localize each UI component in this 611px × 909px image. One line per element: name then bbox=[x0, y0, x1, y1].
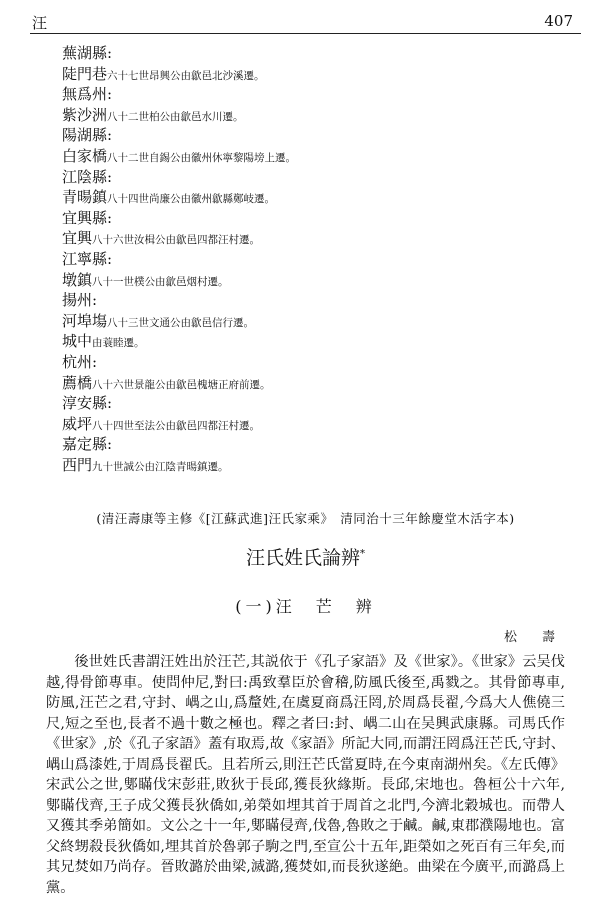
migration-entry bbox=[62, 373, 542, 394]
place-name: 紫沙洲 bbox=[62, 105, 108, 124]
footnote-mark: * bbox=[360, 548, 365, 560]
place-name: 城中 bbox=[62, 332, 93, 351]
place-name: 青暘鎮 bbox=[62, 188, 108, 207]
migration-entry bbox=[62, 414, 542, 435]
migration-note: 六十七世昂興公由歙邑北沙溪遷。 bbox=[107, 69, 265, 82]
county-heading: 揚州: bbox=[62, 291, 98, 310]
county-heading: 江寧縣: bbox=[62, 249, 113, 268]
migration-entry bbox=[62, 64, 542, 85]
county-heading: 無爲州: bbox=[62, 85, 113, 104]
place-name: 薦橋 bbox=[62, 373, 93, 392]
county-heading: 宜興縣: bbox=[62, 208, 113, 227]
county-heading: 杭州: bbox=[62, 352, 98, 371]
county-heading: 陽湖縣: bbox=[62, 126, 113, 145]
county-heading: 江陰縣: bbox=[62, 167, 113, 186]
article-body bbox=[46, 652, 565, 898]
migration-note: 八十六世景龍公由歙邑槐塘正府前遷。 bbox=[92, 378, 271, 391]
county-heading: 嘉定縣: bbox=[62, 435, 113, 454]
migration-list bbox=[62, 43, 542, 475]
place-name: 威坪 bbox=[62, 414, 93, 433]
article-title bbox=[0, 543, 611, 570]
migration-note: 八十四世至法公由歙邑四都汪村遷。 bbox=[92, 419, 261, 432]
migration-note: 八十六世汝楫公由歙邑四都汪村遷。 bbox=[92, 234, 261, 247]
migration-note: 由蓑睦遷。 bbox=[92, 337, 145, 350]
migration-entry bbox=[62, 331, 542, 352]
migration-note: 八十四世尚廉公由徽州歙縣鄭岐遷。 bbox=[107, 193, 276, 206]
body-paragraph: 後世姓氏書謂汪姓出於汪芒,其説依于《孔子家語》及《世家》。《世家》云吴伐越,得骨節專車。使問仲尼,對曰:禹致羣臣於會稽,防風氏後至,禹戮之。其骨節專車,防風,汪芒之君,守封、嵎之山,爲釐姓,在虞夏商爲汪罔,於周爲長翟,今爲大人僬僥三尺,短之至也,長者不過十數之極也。釋之者曰:封、嵎二山在吴興武康縣。司馬氏作《世家》,於《孔子家語》蓋有取焉,故《家語》所記大同,而謂汪罔爲汪芒氏,守封、嵎山爲漆姓,于周爲長翟氏。且若所云,則汪芒氏當夏時,在今東南湖州矣。《左氏傳》宋武公之世,鄋瞞伐宋彭莊,敗狄于長邱,獲長狄緣斯。長邱,宋地也。魯桓公十六年,鄋瞞伐齊,王子成父獲長狄僑如,弟榮如埋其首于周首之北門,今濟北穀城也。而帶人又獲其季弟簡如。文公之十一年,鄋瞞侵齊,伐魯,魯敗之于鹹。鹹,東郡濮陽地也。富父終甥殺長狄僑如,埋其首於魯郭子駒之門,至宣公十五年,距榮如之死百有三年矣,而其兄焚如乃尚存。晉敗潞於曲梁,滅潞,獲焚如,而長狄遂絶。曲梁在今廣平,而潞爲上黨。 bbox=[46, 654, 565, 896]
migration-note: 八十二世自錫公由徽州休寧黎陽塝上遷。 bbox=[107, 151, 297, 164]
migration-entry bbox=[62, 187, 542, 208]
place-name: 墩鎮 bbox=[62, 270, 93, 289]
article-title-text: 汪氏姓氏論辨 bbox=[245, 547, 360, 569]
migration-entry bbox=[62, 146, 542, 167]
place-name: 陡門巷 bbox=[62, 64, 108, 83]
county-heading: 蕪湖縣: bbox=[62, 44, 113, 62]
place-name: 西門 bbox=[62, 455, 93, 474]
page-number: 407 bbox=[544, 12, 573, 30]
county-heading: 淳安縣: bbox=[62, 394, 113, 413]
migration-entry bbox=[62, 228, 542, 249]
migration-note: 八十三世文通公由歙邑信行遷。 bbox=[107, 316, 255, 329]
place-name: 河埠塲 bbox=[62, 311, 108, 330]
place-name: 宜興 bbox=[62, 229, 93, 248]
migration-note: 八十二世柏公由歙邑水川遷。 bbox=[107, 110, 244, 123]
source-citation: (清汪壽康等主修《[江蘇武進]汪氏家乘》 清同治十三年餘慶堂木活字本) bbox=[96, 511, 515, 526]
migration-entry bbox=[62, 105, 542, 126]
section-heading: (一)汪 芒 辨 bbox=[235, 597, 376, 616]
place-name: 白家橋 bbox=[62, 146, 108, 165]
page-header bbox=[30, 10, 581, 32]
migration-entry bbox=[62, 311, 542, 332]
migration-note: 八十一世樸公由歙邑烟村遷。 bbox=[92, 275, 229, 288]
header-rule bbox=[30, 33, 581, 34]
running-title: 汪 bbox=[32, 14, 48, 32]
migration-note: 九十世誠公由江陰青暘鎮遷。 bbox=[92, 460, 229, 473]
migration-entry bbox=[62, 270, 542, 291]
author-name: 松 壽 bbox=[503, 630, 561, 645]
migration-entry bbox=[62, 455, 542, 476]
